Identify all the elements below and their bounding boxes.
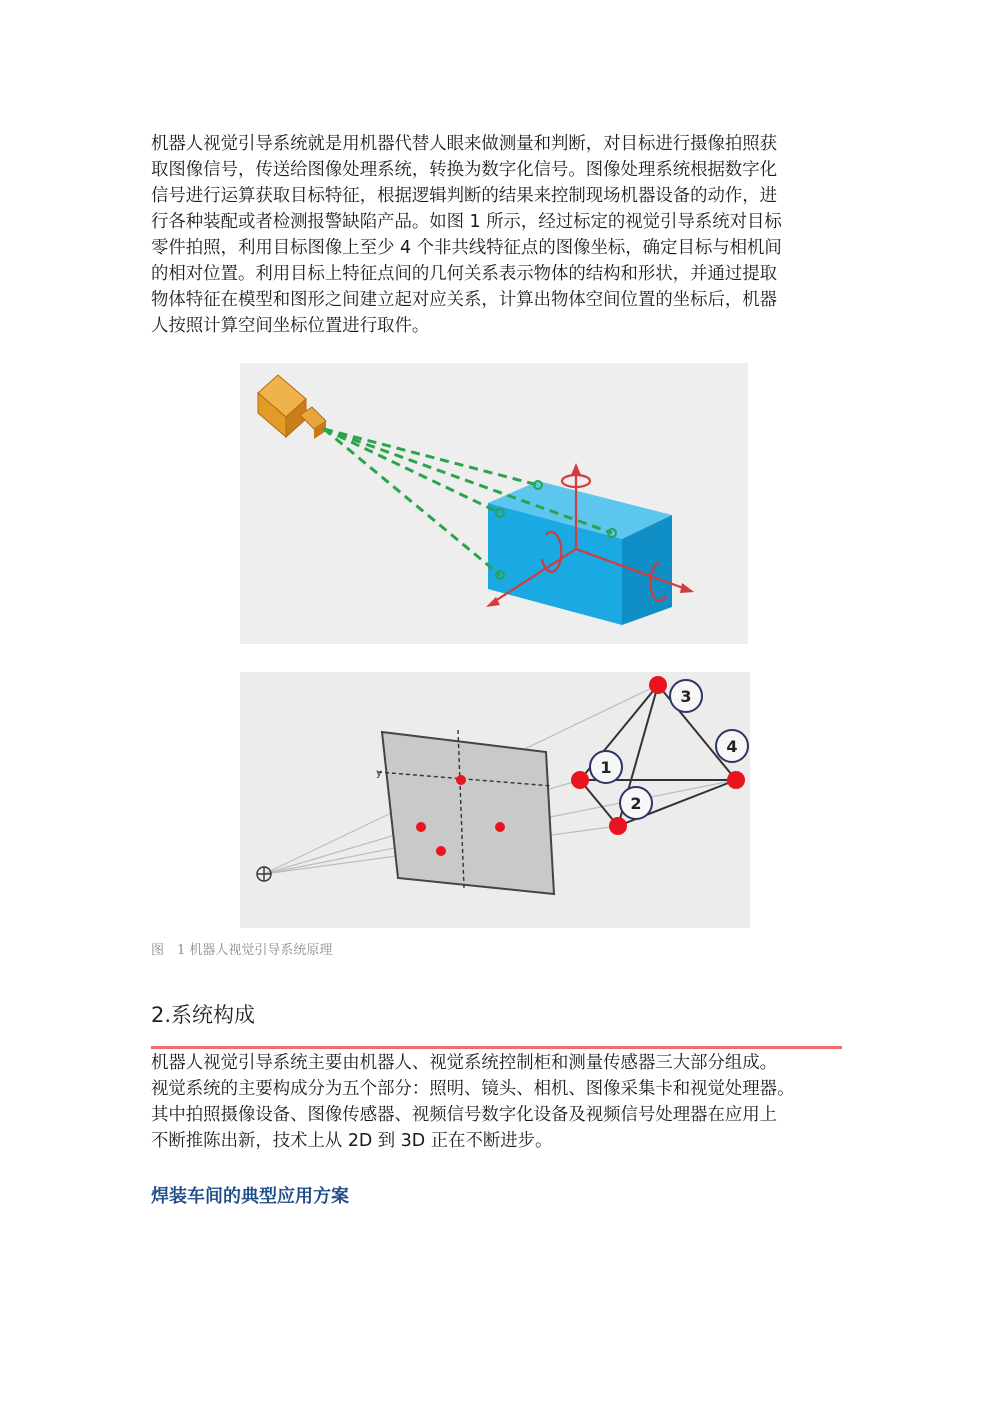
paragraph-line: 其中拍照摄像设备、图像传感器、视频信号数字化设备及视频信号处理器在应用上: [151, 1105, 778, 1125]
camera-box-illustration: [240, 363, 748, 644]
paragraph-line: 机器人视觉引导系统就是用机器代替人眼来做测量和判断，对目标进行摄像拍照获: [151, 134, 778, 154]
point-label-1: 1: [600, 758, 612, 777]
paragraph-line: 的相对位置。利用目标上特征点间的几何关系表示物体的结构和形状，并通过提取: [151, 264, 778, 284]
paragraph-line: 视觉系统的主要构成分为五个部分：照明、镜头、相机、图像采集卡和视觉处理器。: [151, 1079, 795, 1099]
point-label-3: 3: [680, 687, 692, 706]
lens-icon: [257, 867, 271, 881]
point-label-4: 4: [726, 737, 738, 756]
camera-icon: [258, 375, 326, 439]
subheading: 焊装车间的典型应用方案: [151, 1186, 349, 1207]
paragraph-line: 取图像信号，传送给图像处理系统，转换为数字化信号。图像处理系统根据数字化: [151, 160, 778, 180]
point-labels: [590, 680, 748, 819]
point-label-2: 2: [630, 794, 642, 813]
projection-illustration: [240, 672, 750, 928]
axis-label-y: y: [376, 768, 382, 779]
paragraph-line: 行各种装配或者检测报警缺陷产品。如图 1 所示，经过标定的视觉引导系统对目标: [151, 212, 782, 232]
paragraph-line: 人按照计算空间坐标位置进行取件。: [151, 316, 430, 336]
paragraph-line: 不断推陈出新，技术上从 2D 到 3D 正在不断进步。: [151, 1131, 553, 1151]
camera-box-figure: [240, 363, 748, 644]
paragraph-line: 物体特征在模型和图形之间建立起对应关系，计算出物体空间位置的坐标后，机器: [151, 290, 778, 310]
image-plane: [376, 730, 554, 894]
projection-figure: [240, 672, 750, 928]
paragraph-line: 信号进行运算获取目标特征，根据逻辑判断的结果来控制现场机器设备的动作，进: [151, 186, 778, 206]
paragraph-line: 机器人视觉引导系统主要由机器人、视觉系统控制柜和测量传感器三大部分组成。: [151, 1053, 778, 1073]
system-paragraph: [151, 1050, 843, 1154]
target-box: [488, 481, 672, 625]
paragraph-line: 零件拍照，利用目标图像上至少 4 个非共线特征点的图像坐标，确定目标与相机间: [151, 238, 782, 258]
section-divider: [151, 1046, 842, 1049]
figure-caption: 图 1 机器人视觉引导系统原理: [151, 943, 333, 958]
intro-paragraph: [151, 131, 843, 339]
section-title: 2.系统构成: [151, 1003, 256, 1027]
